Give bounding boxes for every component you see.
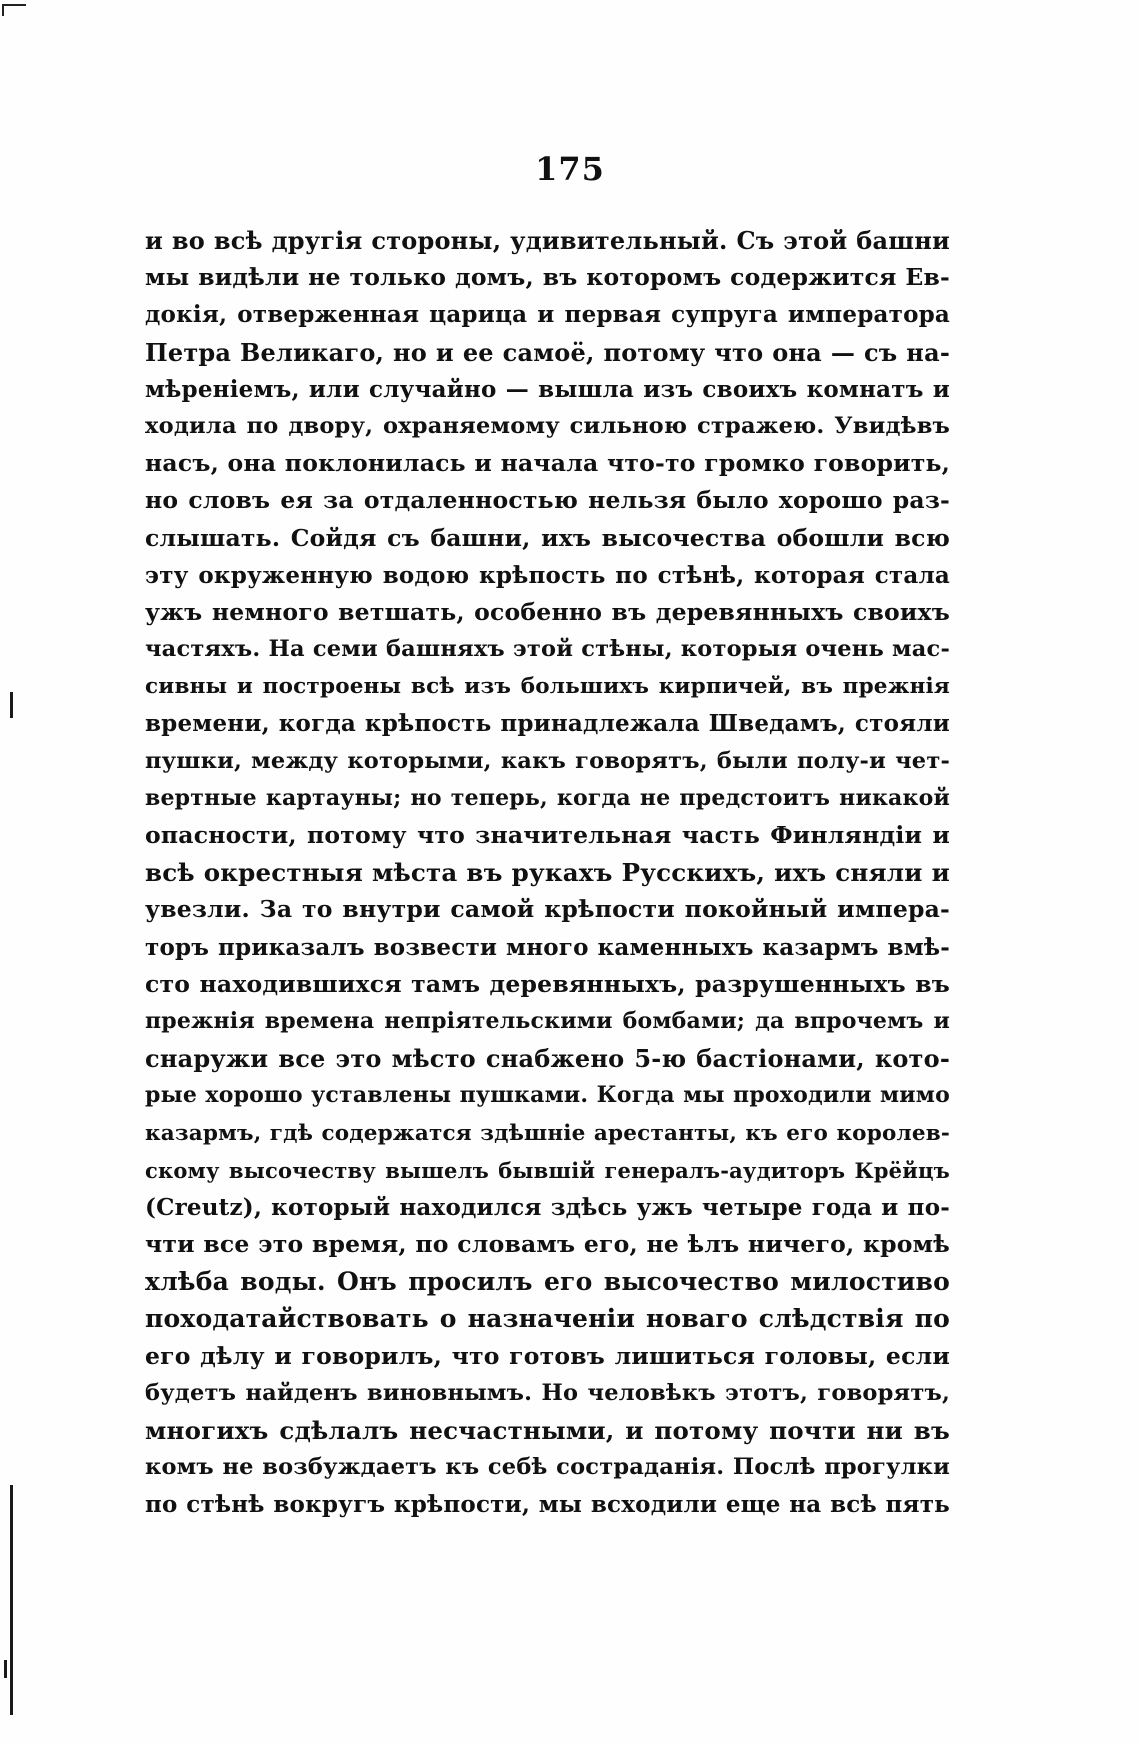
scan-edge-mark [4,1660,7,1678]
text-line: слышать. Сойдя съ башни, ихъ высочества обошли всю [145,523,950,552]
body-text [145,222,950,1524]
text-line: мы видѣли не только домъ, въ которомъ содержится Ев- [145,263,950,292]
text-line: мѣреніемъ, или случайно — вышла изъ своихъ комнатъ и [145,375,950,403]
text-line: докія, отверженная царица и первая супруга императора [145,301,950,329]
scan-edge-mark [10,692,13,718]
text-line: опасности, потому что значительная часть Финляндіи и [145,821,950,849]
text-line: насъ, она поклонилась и начала что-то громко говорить, [145,449,950,478]
text-line: по стѣнѣ вокругъ крѣпости, мы всходили еще на всѣ пять [145,1491,950,1519]
text-line: казармъ, гдѣ содержатся здѣшніе арестанты, къ его королев- [145,1120,950,1146]
text-line: эту окруженную водою крѣпость по стѣнѣ, которая стала [145,561,950,589]
text-line: хлѣба воды. Онъ просилъ его высочество милостиво [145,1267,950,1297]
text-line: походатайствовать о назначеніи новаго слѣдствія по [145,1304,950,1334]
text-line: Петра Великаго, но и ее самоё, потому что она — съ на- [145,337,950,367]
text-line: сивны и построены всѣ изъ большихъ кирпичей, въ прежнія [145,674,950,700]
text-line: вертные картауны; но теперь, когда не предстоитъ никакой [145,784,950,811]
text-line: торъ приказалъ возвести много каменныхъ казармъ вмѣ- [145,933,950,961]
text-line: многихъ сдѣлалъ несчастными, и потому почти ни въ [145,1416,950,1445]
text-line: и во всѣ другія стороны, удивительный. Съ этой башни [145,226,950,255]
text-line: сто находившихся тамъ деревянныхъ, разрушенныхъ въ [145,969,950,998]
scan-corner-mark [2,4,26,16]
text-line: (Creutz), который находился здѣсь ужъ четыре года и по- [145,1193,950,1221]
text-line: его дѣлу и говорилъ, что готовъ лишиться головы, если [145,1341,950,1370]
text-line: пушки, между которыми, какъ говорятъ, были полу-и чет- [145,747,950,774]
scan-edge-mark [10,1485,13,1715]
text-line: ужъ немного ветшать, особенно въ деревянныхъ своихъ [145,597,950,626]
text-line: комъ не возбуждаетъ къ себѣ состраданія. Послѣ прогулки [145,1454,950,1481]
text-line: скому высочеству вышелъ бывшій генералъ-аудиторъ Крёйцъ [145,1157,950,1183]
text-line: но словъ ея за отдаленностью нельзя было хорошо раз- [145,486,950,515]
text-line: будетъ найденъ виновнымъ. Но человѣкъ этотъ, говорятъ, [145,1379,950,1406]
text-line: рые хорошо уставлены пушками. Когда мы проходили мимо [145,1082,950,1109]
text-line: всѣ окрестныя мѣста въ рукахъ Русскихъ, ихъ сняли и [145,858,950,888]
text-line: времени, когда крѣпость принадлежала Шведамъ, стояли [145,710,950,738]
text-line: чти все это время, по словамъ его, не ѣлъ ничего, кромѣ [145,1230,950,1259]
text-line: прежнія времена непріятельскими бомбами; да впрочемъ и [145,1007,950,1034]
text-line: увезли. За то внутри самой крѣпости покойный импера- [145,895,950,924]
text-line: ходила по двору, охраняемому сильною стражею. Увидѣвъ [145,412,950,439]
text-line: частяхъ. На семи башняхъ этой стѣны, которыя очень мас- [145,636,950,663]
page-number: 175 [535,150,605,188]
text-line: снаружи все это мѣсто снабжено 5-ю бастіонами, кото- [145,1044,950,1074]
